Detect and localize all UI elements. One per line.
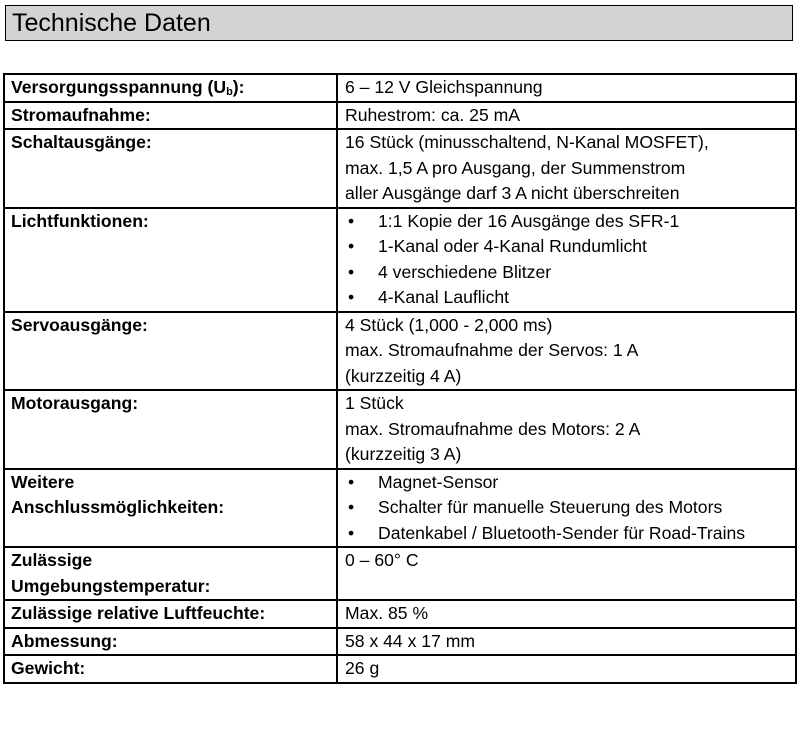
row-value: 16 Stück (minusschaltend, N-Kanal MOSFET), max. 1,5 A pro Ausgang, der Summenstrom aller Ausgänge darf 3 A nicht überschreiten	[337, 129, 796, 208]
list-item: • Magnet-Sensor	[345, 470, 791, 496]
list-item: • 4 verschiedene Blitzer	[345, 260, 791, 286]
row-label: Zulässige relative Luftfeuchte:	[4, 600, 337, 628]
row-value: 4 Stück (1,000 - 2,000 ms) max. Stromaufnahme der Servos: 1 A (kurzzeitig 4 A)	[337, 312, 796, 391]
bullet-list	[345, 470, 791, 547]
list-item: • Datenkabel / Bluetooth-Sender für Road-Trains	[345, 521, 791, 547]
row-label: Motorausgang:	[4, 390, 337, 469]
row-label: Versorgungsspannung (Ub):	[4, 74, 337, 102]
row-label: Abmessung:	[4, 628, 337, 656]
table-row	[4, 208, 796, 312]
row-label: Gewicht:	[4, 655, 337, 683]
table-row	[4, 102, 796, 130]
table-row	[4, 312, 796, 391]
list-item: • 1-Kanal oder 4-Kanal Rundumlicht	[345, 234, 791, 260]
list-item: • 1:1 Kopie der 16 Ausgänge des SFR-1	[345, 209, 791, 235]
row-label: Servoausgänge:	[4, 312, 337, 391]
row-value	[337, 208, 796, 312]
table-row	[4, 655, 796, 683]
list-item: • 4-Kanal Lauflicht	[345, 285, 791, 311]
list-item: • Schalter für manuelle Steuerung des Motors	[345, 495, 791, 521]
table-row	[4, 469, 796, 548]
row-value: 1 Stück max. Stromaufnahme des Motors: 2 A (kurzzeitig 3 A)	[337, 390, 796, 469]
row-value: 6 – 12 V Gleichspannung	[337, 74, 796, 102]
table-row	[4, 547, 796, 600]
section-heading: Technische Daten	[5, 5, 793, 41]
row-label: Schaltausgänge:	[4, 129, 337, 208]
row-value: Ruhestrom: ca. 25 mA	[337, 102, 796, 130]
row-value	[337, 469, 796, 548]
table-row	[4, 390, 796, 469]
row-value: 26 g	[337, 655, 796, 683]
table-row	[4, 129, 796, 208]
table-row	[4, 74, 796, 102]
row-label: Lichtfunktionen:	[4, 208, 337, 312]
row-value: 0 – 60° C	[337, 547, 796, 600]
table-row	[4, 628, 796, 656]
bullet-list	[345, 209, 791, 311]
row-label: Zulässige Umgebungstemperatur:	[4, 547, 337, 600]
specs-table	[3, 73, 797, 684]
table-row	[4, 600, 796, 628]
row-value: Max. 85 %	[337, 600, 796, 628]
row-label: Stromaufnahme:	[4, 102, 337, 130]
row-label: Weitere Anschlussmöglichkeiten:	[4, 469, 337, 548]
row-value: 58 x 44 x 17 mm	[337, 628, 796, 656]
